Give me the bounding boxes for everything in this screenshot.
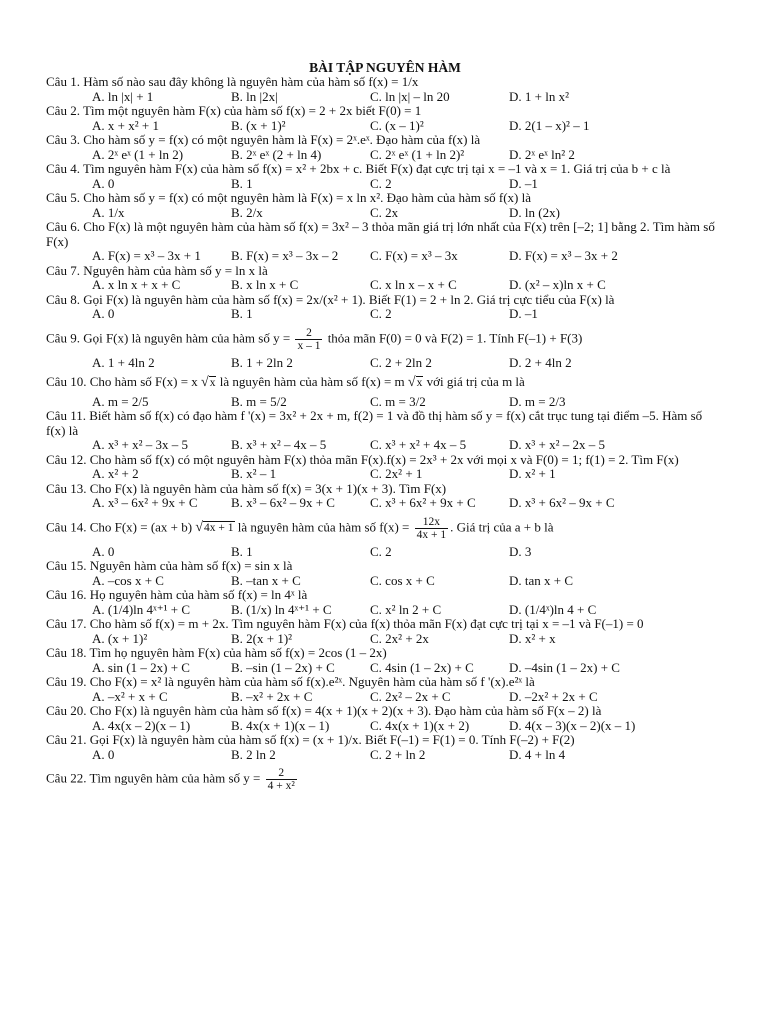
question-stem — [46, 559, 724, 574]
question-text: Câu 2. Tìm một nguyên hàm F(x) của hàm số f(x) = 2 + 2x biết F(0) = 1 — [46, 103, 422, 118]
answer-option-c: C. x² ln 2 + C — [370, 601, 442, 617]
answer-options — [46, 356, 724, 371]
question-22 — [46, 767, 724, 792]
answer-option-d: D. 2 + 4ln 2 — [509, 354, 572, 370]
answer-option-b: B. –sin (1 – 2x) + C — [231, 659, 335, 675]
question-stem — [46, 617, 724, 632]
question-9 — [46, 327, 724, 371]
answer-option-d: D. –1 — [509, 306, 538, 321]
answer-option-b: B. x² – 1 — [231, 466, 277, 481]
question-text: Câu 22. Tìm nguyên hàm của hàm số y = — [46, 770, 261, 786]
question-4 — [46, 162, 724, 191]
question-stem — [46, 733, 724, 748]
answer-option-b: B. x³ + x² – 4x – 5 — [231, 437, 327, 452]
answer-option-a: A. 4x(x – 2)(x – 1) — [92, 717, 191, 733]
answer-option-a: A. x + x² + 1 — [92, 117, 159, 133]
square-root — [408, 375, 423, 391]
answer-option-a: A. –x² + x + C — [92, 688, 168, 704]
radical-sign-icon: √ — [201, 375, 209, 390]
question-12 — [46, 453, 724, 482]
answer-option-c: C. 2 + ln 2 — [370, 746, 426, 762]
answer-option-c: C. F(x) = x³ – 3x — [370, 248, 458, 263]
answer-option-b: B. 1 + 2ln 2 — [231, 354, 293, 370]
answer-option-d: D. (1/4ˣ)ln 4 + C — [509, 601, 597, 617]
question-stem — [46, 482, 724, 497]
question-text: Câu 6. Cho F(x) là một nguyên hàm của hàm số f(x) = 3x² – 3 thỏa mãn giá trị lớn nhất của F(x) trên [–2; 1] bằng 2. Tìm hàm số F(x) — [46, 219, 715, 249]
answer-option-b: B. m = 5/2 — [231, 393, 287, 409]
answer-option-d: D. 1 + ln x² — [509, 88, 569, 104]
question-3 — [46, 133, 724, 162]
answer-option-b: B. (x + 1)² — [231, 117, 286, 133]
question-stem — [46, 133, 724, 148]
radicand: x — [416, 377, 423, 389]
answer-option-b: B. 1 — [231, 543, 253, 559]
answer-option-d: D. tan x + C — [509, 572, 574, 588]
question-6 — [46, 220, 724, 264]
answer-option-c: C. 2 + 2ln 2 — [370, 354, 432, 370]
answer-option-a: A. x³ – 6x² + 9x + C — [92, 495, 198, 510]
question-stem — [46, 516, 724, 541]
answer-option-a: A. x ln x + x + C — [92, 277, 181, 292]
radical-sign-icon: √ — [407, 375, 416, 390]
question-18 — [46, 646, 724, 675]
answer-option-c: C. 2 — [370, 306, 392, 321]
question-text: Câu 15. Nguyên hàm của hàm số f(x) = sin x là — [46, 558, 293, 573]
answer-option-d: D. m = 2/3 — [509, 393, 566, 409]
answer-options — [46, 119, 724, 134]
question-11 — [46, 409, 724, 453]
answer-option-c: C. (x – 1)² — [370, 117, 424, 133]
question-text: Câu 18. Tìm họ nguyên hàm F(x) của hàm số f(x) = 2cos (1 – 2x) — [46, 645, 387, 660]
fraction — [266, 767, 297, 792]
question-text: là nguyên hàm của hàm số f(x) = m — [219, 374, 405, 389]
answer-option-d: D. 3 — [509, 543, 532, 559]
answer-option-c: C. 2 — [370, 175, 392, 191]
question-text: Câu 19. Cho F(x) = x² là nguyên hàm của hàm số f(x).e²ˣ. Nguyên hàm của hàm số f '(x).e²ˣ là — [46, 674, 535, 689]
fraction — [295, 327, 322, 352]
answer-option-a: A. 2ˣ eˣ (1 + ln 2) — [92, 146, 184, 162]
question-text: Câu 13. Cho F(x) là nguyên hàm của hàm số f(x) = 3(x + 1)(x + 3). Tìm F(x) — [46, 480, 447, 496]
question-text: Câu 12. Cho hàm số f(x) có một nguyên hàm F(x) thỏa mãn F(x).f(x) = 2x³ + 2x với mọi x và F(0) = 1; f(1) = 2. Tìm F(x) — [46, 451, 679, 467]
question-text: Câu 16. Họ nguyên hàm của hàm số f(x) = ln 4ˣ là — [46, 587, 308, 602]
answer-option-a: A. x² + 2 — [92, 466, 139, 481]
question-stem — [46, 375, 724, 391]
answer-option-b: B. x ln x + C — [231, 277, 299, 292]
answer-option-d: D. 2(1 – x)² – 1 — [509, 117, 590, 133]
question-21 — [46, 733, 724, 762]
question-text: Câu 11. Biết hàm số f(x) có đạo hàm f '(x) = 3x² + 2x + m, f(2) = 1 và đồ thị hàm số y = f(x) cắt trục tung tại điểm –5. Hàm số f(x) là — [46, 408, 703, 438]
answer-options — [46, 496, 724, 511]
question-text: Câu 10. Cho hàm số F(x) = x — [46, 374, 198, 389]
radicand: x — [209, 377, 216, 389]
fraction-denominator: x – 1 — [297, 339, 321, 352]
question-stem — [46, 704, 724, 719]
answer-options — [46, 632, 724, 647]
answer-option-c: C. x ln x – x + C — [370, 277, 457, 292]
answer-option-a: A. x³ + x² – 3x – 5 — [92, 437, 189, 452]
answer-option-c: C. m = 3/2 — [370, 393, 426, 409]
answer-option-a: A. (1/4)ln 4ˣ⁺¹ + C — [92, 601, 191, 617]
question-stem — [46, 104, 724, 119]
question-stem — [46, 675, 724, 690]
question-text: Câu 20. Cho F(x) là nguyên hàm của hàm số f(x) = 4(x + 1)(x + 2)(x + 3). Đạo hàm của hàm số F(x – 2) là — [46, 703, 602, 718]
answer-option-c: C. x³ + 6x² + 9x + C — [370, 495, 476, 510]
answer-options — [46, 278, 724, 293]
fraction-numerator: 2 — [306, 326, 312, 339]
answer-option-a: A. 1/x — [92, 204, 125, 220]
question-7 — [46, 264, 724, 293]
fraction — [415, 516, 449, 541]
answer-option-a: A. 0 — [92, 175, 115, 191]
answer-options — [46, 249, 724, 264]
question-19 — [46, 675, 724, 704]
question-stem — [46, 220, 724, 249]
question-1 — [46, 75, 724, 104]
answer-option-d: D. x² + x — [509, 630, 556, 646]
answer-option-b: B. –x² + 2x + C — [231, 688, 313, 704]
question-text: Câu 9. Gọi F(x) là nguyên hàm của hàm số y = — [46, 329, 291, 345]
square-root — [195, 520, 234, 536]
question-stem — [46, 293, 724, 308]
question-17 — [46, 617, 724, 646]
answer-option-a: A. 0 — [92, 543, 115, 559]
answer-option-b: B. 2ˣ eˣ (2 + ln 4) — [231, 146, 322, 162]
answer-options — [46, 719, 724, 734]
answer-option-b: B. 2(x + 1)² — [231, 630, 293, 646]
question-text: Câu 3. Cho hàm số y = f(x) có một nguyên hàm là F(x) = 2ˣ.eˣ. Đạo hàm của f(x) là — [46, 132, 481, 147]
answer-option-a: A. m = 2/5 — [92, 393, 149, 409]
fraction-denominator: 4 + x² — [267, 780, 295, 792]
question-text: Câu 7. Nguyên hàm của hàm số y = ln x là — [46, 262, 268, 278]
question-stem — [46, 191, 724, 206]
question-text: là nguyên hàm của hàm số f(x) = — [237, 518, 410, 534]
answer-options — [46, 545, 724, 560]
answer-option-b: B. 2/x — [231, 204, 263, 220]
answer-option-d: D. x³ + 6x² – 9x + C — [509, 495, 615, 510]
answer-option-c: C. x³ + x² + 4x – 5 — [370, 437, 467, 452]
answer-options — [46, 438, 724, 453]
question-stem — [46, 453, 724, 468]
question-stem — [46, 75, 724, 90]
question-2 — [46, 104, 724, 133]
answer-option-a: A. 1 + 4ln 2 — [92, 354, 155, 370]
answer-options — [46, 177, 724, 192]
answer-option-d: D. (x² – x)ln x + C — [509, 277, 606, 292]
question-text: . Giá trị của a + b là — [450, 518, 554, 534]
answer-option-a: A. 0 — [92, 746, 115, 762]
answer-options — [46, 574, 724, 589]
question-15 — [46, 559, 724, 588]
answer-option-c: C. 4x(x + 1)(x + 2) — [370, 717, 470, 733]
question-13 — [46, 482, 724, 511]
fraction-numerator: 12x — [422, 515, 440, 528]
answer-option-c: C. ln |x| – ln 20 — [370, 88, 450, 104]
question-stem — [46, 646, 724, 661]
answer-options — [46, 90, 724, 105]
answer-option-c: C. cos x + C — [370, 572, 435, 588]
answer-options — [46, 603, 724, 618]
answer-option-c: C. 2ˣ eˣ (1 + ln 2)² — [370, 146, 465, 162]
answer-option-d: D. 4 + ln 4 — [509, 746, 566, 762]
answer-option-b: B. 4x(x + 1)(x – 1) — [231, 717, 330, 733]
question-list — [46, 75, 724, 792]
answer-option-a: A. (x + 1)² — [92, 630, 148, 646]
answer-options — [46, 206, 724, 221]
question-text: Câu 4. Tìm nguyên hàm F(x) của hàm số f(x) = x² + 2bx + c. Biết F(x) đạt cực trị tại x = –1 và x = 1. Giá trị của b + c là — [46, 161, 671, 176]
question-text: Câu 1. Hàm số nào sau đây không là nguyên hàm của hàm số f(x) = 1/x — [46, 74, 419, 89]
answer-option-c: C. 2x² – 2x + C — [370, 688, 451, 704]
answer-option-a: A. sin (1 – 2x) + C — [92, 659, 190, 675]
question-stem — [46, 327, 724, 352]
answer-option-c: C. 4sin (1 – 2x) + C — [370, 659, 474, 675]
question-20 — [46, 704, 724, 733]
question-16 — [46, 588, 724, 617]
question-text: Câu 17. Cho hàm số f(x) = m + 2x. Tìm nguyên hàm F(x) của f(x) thỏa mãn F(x) đạt cực trị tại x = –1 và F(–1) = 0 — [46, 616, 644, 631]
answer-option-b: B. –tan x + C — [231, 572, 301, 588]
answer-option-d: D. –4sin (1 – 2x) + C — [509, 659, 620, 675]
question-10 — [46, 375, 724, 409]
answer-option-b: B. 2 ln 2 — [231, 746, 276, 762]
answer-option-a: A. 0 — [92, 306, 115, 321]
answer-options — [46, 148, 724, 163]
fraction-denominator: 4x + 1 — [416, 528, 447, 541]
answer-options — [46, 467, 724, 482]
square-root — [201, 375, 216, 391]
worksheet-title: BÀI TẬP NGUYÊN HÀM — [309, 60, 461, 75]
question-stem — [46, 409, 724, 438]
answer-option-b: B. (1/x) ln 4ˣ⁺¹ + C — [231, 601, 332, 617]
question-stem — [46, 264, 724, 279]
answer-option-b: B. ln |2x| — [231, 88, 278, 104]
answer-option-c: C. 2 — [370, 543, 392, 559]
question-8 — [46, 293, 724, 322]
question-stem — [46, 588, 724, 603]
answer-option-c: C. 2x — [370, 204, 399, 220]
question-text: Câu 5. Cho hàm số y = f(x) có một nguyên hàm là F(x) = x ln x². Đạo hàm của hàm số f(x) là — [46, 190, 532, 205]
question-5 — [46, 191, 724, 220]
question-stem — [46, 767, 724, 792]
question-text: Câu 14. Cho F(x) = (ax + b) — [46, 518, 193, 534]
answer-option-d: D. 2ˣ eˣ ln² 2 — [509, 146, 575, 162]
answer-option-b: B. 1 — [231, 306, 253, 321]
answer-option-d: D. –2x² + 2x + C — [509, 688, 598, 704]
answer-option-a: A. –cos x + C — [92, 572, 164, 588]
question-stem — [46, 162, 724, 177]
answer-option-d: D. –1 — [509, 175, 538, 191]
answer-option-a: A. ln |x| + 1 — [92, 88, 154, 104]
question-text: với giá trị của m là — [426, 374, 525, 389]
answer-option-d: D. x² + 1 — [509, 466, 556, 481]
answer-option-b: B. F(x) = x³ – 3x – 2 — [231, 248, 339, 263]
answer-option-d: D. 4(x – 3)(x – 2)(x – 1) — [509, 717, 636, 733]
answer-option-d: D. F(x) = x³ – 3x + 2 — [509, 248, 618, 263]
answer-options — [46, 395, 724, 410]
answer-options — [46, 307, 724, 322]
answer-option-d: D. x³ + x² – 2x – 5 — [509, 437, 606, 452]
radical-sign-icon: √ — [195, 519, 204, 535]
answer-option-b: B. x³ – 6x² – 9x + C — [231, 495, 335, 510]
question-text: Câu 8. Gọi F(x) là nguyên hàm của hàm số f(x) = 2x/(x² + 1). Biết F(1) = 2 + ln 2. Giá trị cực tiểu của F(x) là — [46, 291, 615, 307]
question-text: thỏa mãn F(0) = 0 và F(2) = 1. Tính F(–1) + F(3) — [327, 329, 583, 345]
answer-options — [46, 748, 724, 763]
answer-option-c: C. 2x² + 1 — [370, 466, 423, 481]
fraction-numerator: 2 — [278, 767, 285, 779]
answer-option-a: A. F(x) = x³ – 3x + 1 — [92, 248, 201, 263]
answer-options — [46, 690, 724, 705]
answer-option-b: B. 1 — [231, 175, 253, 191]
answer-option-d: D. ln (2x) — [509, 204, 560, 220]
question-14 — [46, 516, 724, 560]
answer-option-c: C. 2x² + 2x — [370, 630, 429, 646]
radicand: 4x + 1 — [204, 521, 234, 534]
answer-options — [46, 661, 724, 676]
question-text: Câu 21. Gọi F(x) là nguyên hàm của hàm số f(x) = (x + 1)/x. Biết F(–1) = F(1) = 0. Tính F(–2) + F(2) — [46, 732, 575, 747]
